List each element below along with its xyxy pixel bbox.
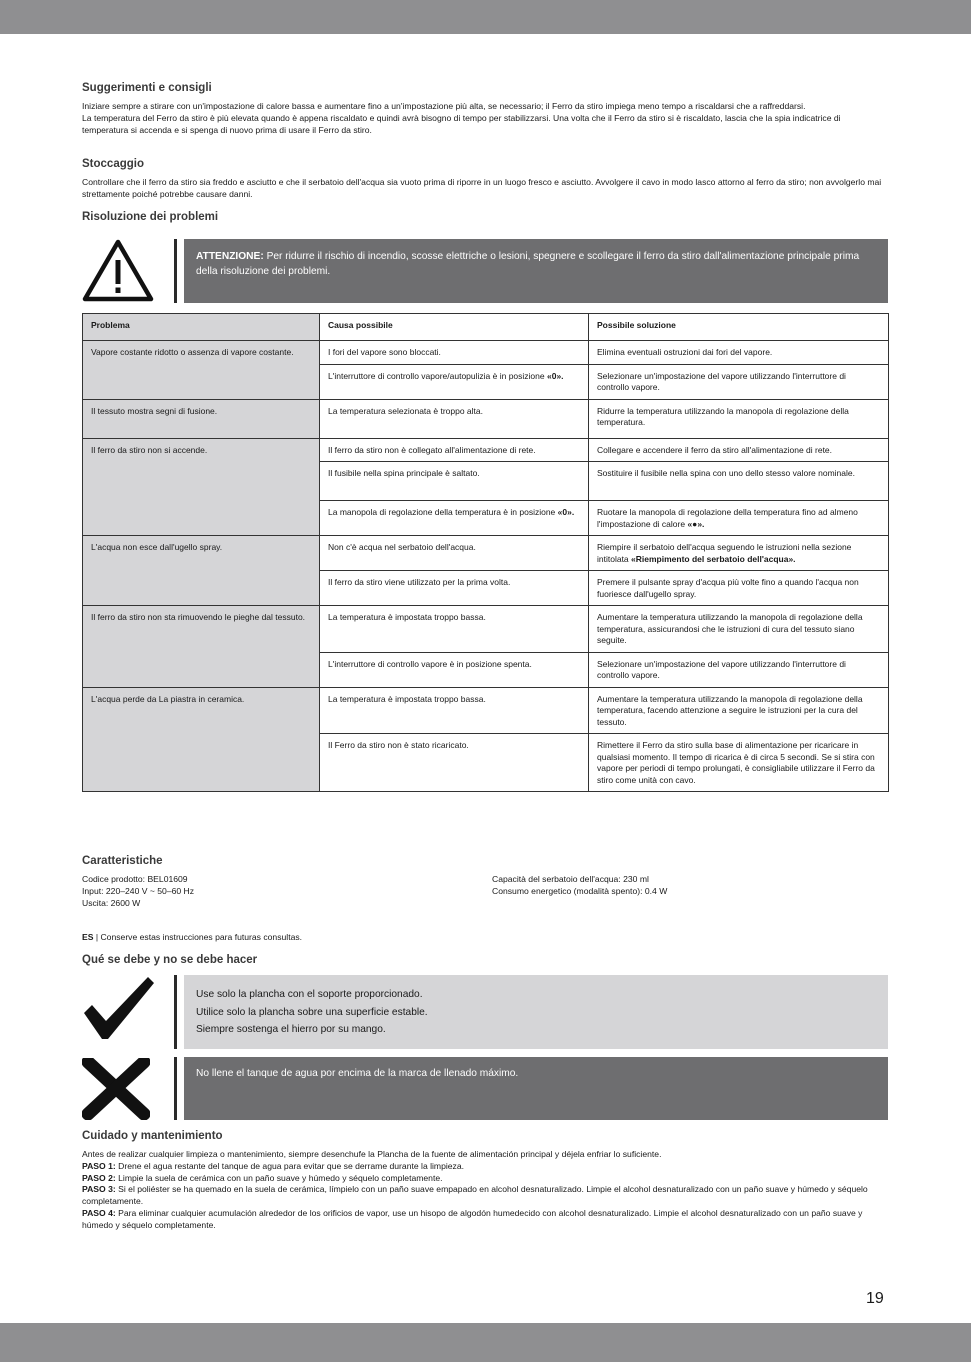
solution-cell: Aumentare la temperatura utilizzando la manopola di regolazione della temperatura, assicurandosi che le istruzioni di cura del tessuto siano seguite. bbox=[589, 606, 889, 653]
solution-value: «Riempimento del serbatoio dell'acqua». bbox=[631, 553, 796, 564]
language-code: ES bbox=[82, 932, 94, 942]
care-step bbox=[82, 1208, 888, 1232]
solution-cell: Selezionare un'impostazione del vapore utilizzando l'interruttore di controllo vapore. bbox=[589, 652, 889, 687]
solution-cell: Sostituire il fusibile nella spina con uno dello stesso valore nominale. bbox=[589, 462, 889, 501]
feature-item: Consumo energetico (modalità spento): 0.4 W bbox=[492, 885, 668, 896]
solution-cell: Selezionare un'impostazione del vapore utilizzando l'interruttore di controllo vapore. bbox=[589, 364, 889, 399]
storage-section bbox=[82, 158, 888, 201]
cause-cell: Il fusibile nella spina principale è saltato. bbox=[320, 462, 589, 501]
dont-item: No llene el tanque de agua por encima de la marca de llenado máximo. bbox=[196, 1068, 519, 1079]
step-text: Limpie la suela de cerámica con un paño suave y húmedo y séquelo completamente. bbox=[115, 1172, 443, 1183]
step-text: Si el poliéster se ha quemado en la suela de cerámica, límpielo con un paño suave empapado en alcohol desnaturalizado. Limpie el alcohol desnaturalizado con un paño suave y húmedo y séquelo completamente. bbox=[82, 1184, 868, 1207]
header-cell: Causa possibile bbox=[320, 314, 589, 341]
solution-value: «●». bbox=[687, 518, 705, 529]
feature-item: Codice prodotto: BEL01609 bbox=[82, 874, 188, 884]
troubleshooting-title: Risoluzione dei problemi bbox=[82, 211, 219, 223]
step-label: PASO 3: bbox=[82, 1184, 116, 1195]
do-item: Siempre sostenga el hierro por su mango. bbox=[196, 1024, 386, 1035]
care-section bbox=[82, 1130, 888, 1232]
feature-item: Capacità del serbatoio dell'acqua: 230 ml bbox=[492, 874, 649, 884]
header-cell: Problema bbox=[83, 314, 320, 341]
solution-cell: Ridurre la temperatura utilizzando la manopola di regolazione della temperatura. bbox=[589, 399, 889, 438]
es-intro bbox=[82, 932, 888, 944]
cause-cell bbox=[320, 501, 589, 536]
problem-cell: Il ferro da stiro non sta rimuovendo le pieghe dal tessuto. bbox=[83, 606, 320, 688]
tips-title: Suggerimenti e consigli bbox=[82, 82, 212, 94]
solution-cell: Aumentare la temperatura utilizzando la manopola di regolazione della temperatura, facendo attenzione a seguire le istruzioni per la cura del tessuto. bbox=[589, 687, 889, 734]
features-left bbox=[82, 874, 462, 909]
feature-item: Uscita: 2600 W bbox=[82, 897, 141, 908]
cause-cell: La temperatura è impostata troppo bassa. bbox=[320, 687, 589, 734]
do-item: Utilice solo la plancha sobre una superficie estable. bbox=[196, 1006, 428, 1018]
problem-cell: Il ferro da stiro non si accende. bbox=[83, 438, 320, 536]
cause-cell: L'interruttore di controllo vapore è in posizione spenta. bbox=[320, 652, 589, 687]
cause-cell: La temperatura è impostata troppo bassa. bbox=[320, 606, 589, 653]
table-row bbox=[83, 536, 889, 571]
cause-value: «0». bbox=[546, 370, 564, 381]
storage-title: Stoccaggio bbox=[82, 158, 144, 170]
dos-donts-section bbox=[82, 954, 888, 966]
step-label: PASO 1: bbox=[82, 1160, 116, 1171]
divider bbox=[174, 975, 177, 1049]
features-right bbox=[492, 874, 888, 898]
warning-triangle-icon bbox=[82, 238, 154, 302]
step-text: Para eliminar cualquier acumulación alrededor de los orificios de vapor, use un hisopo de algodón humedecido con alcohol desnaturalizado. Limpie el alcohol desnaturalizado con un paño suave y húmedo y séquelo completamente. bbox=[82, 1207, 863, 1230]
care-step bbox=[82, 1184, 888, 1208]
care-intro: Antes de realizar cualquier limpieza o mantenimiento, siempre desenchufe la Plancha de la fuente de alimentación principal y déjela enfriar lo suficiente. bbox=[82, 1149, 662, 1159]
tips-paragraph: Iniziare sempre a stirare con un'impostazione di calore bassa e aumentare fino a un'impostazione più alta, se necessario; il Ferro da stiro impiega meno tempo a riscaldarsi che a raffreddarsi. bbox=[82, 101, 806, 111]
cause-text: L'interruttore di controllo vapore/autopulizia è in posizione bbox=[328, 370, 547, 381]
header-cell: Possibile soluzione bbox=[589, 314, 889, 341]
warning-box bbox=[184, 239, 888, 303]
table-row bbox=[83, 399, 889, 438]
solution-cell: Elimina eventuali ostruzioni dai fori del vapore. bbox=[589, 341, 889, 365]
cause-cell bbox=[320, 364, 589, 399]
cause-value: «0». bbox=[557, 507, 575, 517]
feature-item: Input: 220–240 V ~ 50–60 Hz bbox=[82, 885, 195, 896]
solution-cell bbox=[589, 536, 889, 571]
cause-cell: I fori del vapore sono bloccati. bbox=[320, 341, 589, 365]
problem-cell: L'acqua non esce dall'ugello spray. bbox=[83, 536, 320, 606]
do-item: Use solo la plancha con el soporte proporcionado. bbox=[196, 989, 423, 1000]
solution-cell: Rimettere il Ferro da stiro sulla base di alimentazione per ricaricare in qualsiasi momento. Il tempo di ricarica è di circa 5 secondi. Se si stira con vapore per periodi di tempo prolungati, è consigliabile utilizzare il Ferro da stiro come unità con cavo. bbox=[589, 734, 889, 792]
problem-cell: Il tessuto mostra segni di fusione. bbox=[83, 399, 320, 438]
cause-text: La manopola di regolazione della temperatura è in posizione bbox=[328, 507, 558, 517]
troubleshooting-table bbox=[82, 313, 889, 792]
solution-cell bbox=[589, 501, 889, 536]
step-label: PASO 4: bbox=[82, 1207, 116, 1218]
table-row bbox=[83, 606, 889, 653]
storage-paragraph: Controllare che il ferro da stiro sia freddo e asciutto e che il serbatoio dell'acqua sia vuoto prima di riporre in un luogo fresco e asciutto. Avvolgere il cavo in modo lasco attorno al ferro da stiro; non avvolgerlo mai strettamente poiché potrebbe causare danni. bbox=[82, 177, 882, 199]
checkmark-icon bbox=[82, 973, 156, 1041]
footer-bar bbox=[0, 1323, 971, 1362]
dos-donts-title: Qué se debe y no se debe hacer bbox=[82, 954, 258, 966]
features-title: Caratteristiche bbox=[82, 855, 163, 867]
dos-box bbox=[184, 975, 888, 1049]
step-text: Drene el agua restante del tanque de agua para evitar que se derrame durante la limpieza. bbox=[115, 1160, 465, 1171]
warning-label: ATTENZIONE: bbox=[196, 251, 264, 262]
solution-cell: Collegare e accendere il ferro da stiro all'alimentazione di rete. bbox=[589, 438, 889, 462]
cause-cell: Non c'è acqua nel serbatoio dell'acqua. bbox=[320, 536, 589, 571]
care-step bbox=[82, 1161, 888, 1173]
table-row bbox=[83, 438, 889, 462]
features-section bbox=[82, 855, 888, 867]
table-header-row bbox=[83, 314, 889, 341]
solution-text: Ruotare la manopola di regolazione della temperatura fino ad almeno l'impostazione di calore bbox=[597, 507, 858, 529]
step-label: PASO 2: bbox=[82, 1172, 116, 1183]
solution-text: Riempire il serbatoio dell'acqua seguendo le istruzioni nella sezione intitolata bbox=[597, 542, 852, 564]
tips-section bbox=[82, 82, 888, 136]
cross-icon bbox=[82, 1058, 150, 1120]
cause-cell: Il Ferro da stiro non è stato ricaricato. bbox=[320, 734, 589, 792]
page-number: 19 bbox=[866, 1290, 884, 1307]
cause-cell: Il ferro da stiro non è collegato all'alimentazione di rete. bbox=[320, 438, 589, 462]
table-row bbox=[83, 341, 889, 365]
divider bbox=[174, 239, 177, 303]
warning-text: Per ridurre il rischio di incendio, scosse elettriche o lesioni, spegnere e scollegare il ferro da stiro dall'alimentazione principale prima della risoluzione dei problemi. bbox=[196, 251, 860, 277]
care-title: Cuidado y mantenimiento bbox=[82, 1130, 223, 1142]
problem-cell: Vapore costante ridotto o assenza di vapore costante. bbox=[83, 341, 320, 400]
problem-cell: L'acqua perde da La piastra in ceramica. bbox=[83, 687, 320, 792]
cause-cell: La temperatura selezionata è troppo alta. bbox=[320, 399, 589, 438]
header-bar bbox=[0, 0, 971, 34]
care-step bbox=[82, 1173, 888, 1185]
cause-cell: Il ferro da stiro viene utilizzato per la prima volta. bbox=[320, 571, 589, 606]
tips-paragraph: La temperatura del Ferro da stiro è più elevata quando è appena riscaldato e quindi avrà bisogno di tempo per stabilizzarsi. Una volta che il Ferro da stiro si è riscaldato, lascia che la spia indicatrice di temperatura si accenda e si spenga di nuovo prima di usare il Ferro da stiro. bbox=[82, 112, 841, 135]
table-row bbox=[83, 687, 889, 734]
es-intro-text: | Conserve estas instrucciones para futuras consultas. bbox=[93, 932, 303, 942]
divider bbox=[174, 1057, 177, 1120]
solution-cell: Premere il pulsante spray d'acqua più volte fino a quando l'acqua non fuoriesce dall'ugello spray. bbox=[589, 571, 889, 606]
troubleshooting-section bbox=[82, 211, 888, 223]
donts-box bbox=[184, 1057, 888, 1120]
